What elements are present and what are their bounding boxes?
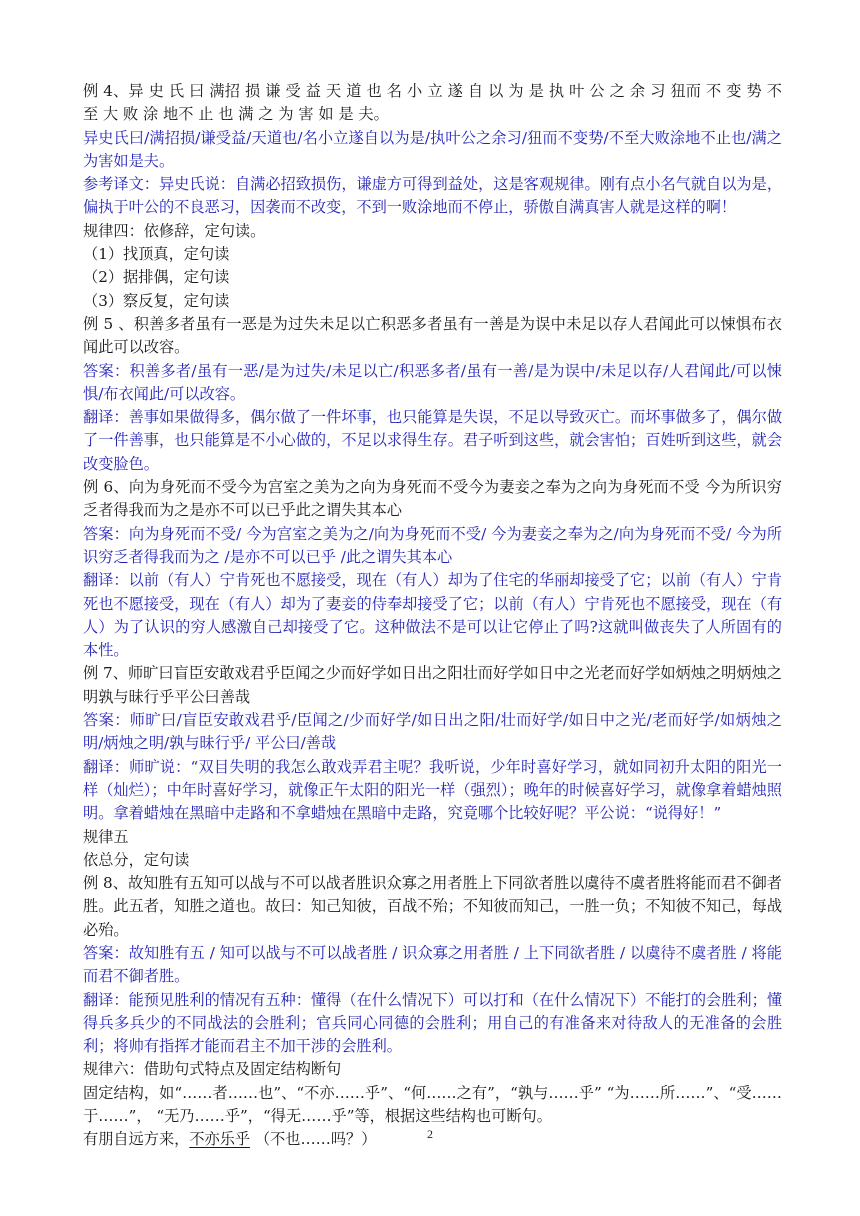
sentence-lead: 有朋自远方来，	[83, 1130, 190, 1149]
answer-paragraph: 答案：故知胜有五 / 知可以战与不可以战者胜 / 识众寡之用者胜 / 上下同欲者胜 / 以虞待不虞者胜 / 将能而君不御者胜。	[83, 943, 782, 986]
answer-paragraph: 答案：积善多者/虽有一恶/是为过失/未足以亡/积恶多者/虽有一善/是为误中/未足以存/人君闻此/可以悚惧/布衣闻此/可以改容。	[83, 361, 782, 403]
text-paragraph: （2）据排偶，定句读	[83, 268, 230, 287]
underlined-phrase: 不亦乐乎	[189, 1130, 251, 1149]
text-paragraph: 例 7、师旷曰盲臣安敢戏君乎臣闻之少而好学如日出之阳壮而好学如日中之光老而好学如炳烛之明炳烛之明孰与昧行乎平公曰善哉	[83, 664, 782, 706]
answer-paragraph: 翻译：以前（有人）宁肯死也不愿接受，现在（有人）却为了住宅的华丽却接受了它；以前（有人）宁肯死也不愿接受，现在（有人）却为了妻妾的侍奉却接受了它；以前（有人）宁肯死也不愿接受，现在（有人）为了认识的穷人感激自己却接受了它。这种做法不是可以让它停止了吗?这就叫做丧失了人所固有的本性。	[83, 571, 782, 660]
text-paragraph: 规律四：依修辞，定句读。	[83, 221, 266, 240]
text-paragraph: （3）察反复，定句读	[83, 291, 230, 310]
answer-paragraph: 答案：师旷曰/盲臣安敢戏君乎/臣闻之/少而好学/如日出之阳/壮而好学/如日中之光/老而好学/如炳烛之明/炳烛之明/孰与昧行乎/ 平公曰/善哉	[83, 711, 782, 753]
answer-paragraph: 翻译：能预见胜利的情况有五种：懂得（在什么情况下）可以打和（在什么情况下）不能打的会胜利；懂得兵多兵少的不同战法的会胜利；官兵同心同德的会胜利；用自己的有准备来对待敌人的无准备的会胜利；将帅有指挥才能而君主不加干涉的会胜利。	[83, 990, 782, 1056]
text-paragraph: 固定结构，如“……者……也”、“不亦……乎”、“何……之有”，“孰与……乎” “为……所……”、“受……于……”， “无乃……乎”，“得无……乎”等，根据这些结构也可断句。	[83, 1083, 782, 1126]
text-paragraph: 例 4、异 史 氏 曰 满招 损 谦 受 益 天 道 也 名 小 立 遂 自 以 为 是 执 叶 公 之 余 习 狃而 不 变 势 不 至 大 败 涂 地不 止 也 满 之 为 害 如 是 夫。	[83, 82, 782, 124]
answer-paragraph: 翻译：师旷说：“双目失明的我怎么敢戏弄君主呢？我听说，少年时喜好学习，就如同初升太阳的阳光一样（灿烂）；中年时喜好学习，就像正午太阳的阳光一样（强烈）；晚年的时候喜好学习，就像拿着蜡烛照明。拿着蜡烛在黑暗中走路和不拿蜡烛在黑暗中走路，究竟哪个比较好呢？平公说：“说得好！”	[83, 757, 782, 823]
text-paragraph: 规律五	[83, 827, 129, 846]
answer-paragraph: 异史氏曰/满招损/谦受益/天道也/名小立遂自以为是/执叶公之余习/狃而不变势/不至大败涂地不止也/满之为害如是夫。	[83, 128, 782, 170]
text-paragraph: 例 8、故知胜有五知可以战与不可以战者胜识众寡之用者胜上下同欲者胜以虞待不虞者胜将能而君不御者胜。此五者，知胜之道也。故曰：知己知彼，百战不殆；不知彼而知己，一胜一负；不知彼不知己，每战必殆。	[83, 874, 782, 939]
text-paragraph: 例 5 、积善多者虽有一恶是为过失未足以亡积恶多者虽有一善是为误中未足以存人君闻此可以悚惧布衣闻此可以改容。	[83, 314, 782, 357]
answer-paragraph: 参考译文：异史氏说：自满必招致损伤，谦虚方可得到益处，这是客观规律。刚有点小名气就自以为是，偏执于叶公的不良恶习，因袭而不改变，不到一败涂地而不停止，骄傲自满真害人就是这样的啊！	[83, 175, 782, 217]
document-body	[83, 80, 782, 1128]
page-number: 2	[427, 1127, 433, 1141]
text-paragraph: 例 6、向为身死而不受今为宫室之美为之向为身死而不受今为妻妾之奉为之向为身死而不受 今为所识穷乏者得我而为之是亦不可以已乎此之谓失其本心	[83, 478, 782, 520]
text-paragraph: 规律六：借助句式特点及固定结构断句	[83, 1060, 342, 1079]
text-paragraph: （1）找顶真，定句读	[83, 245, 230, 264]
answer-paragraph: 答案：向为身死而不受/ 今为宫室之美为之/向为身死而不受/ 今为妻妾之奉为之/向为身死而不受/ 今为所识穷乏者得我而为之 /是亦不可以已乎 /此之谓失其本心	[83, 524, 782, 566]
text-paragraph: 依总分，定句读	[83, 850, 190, 869]
sentence-gloss: （不也……吗？）	[254, 1130, 377, 1149]
answer-paragraph: 翻译：善事如果做得多，偶尔做了一件坏事，也只能算是失误，不足以导致灭亡。而坏事做多了，偶尔做了一件善事，也只能算是不小心做的，不足以求得生存。君子听到这些，就会害怕；百姓听到这些，就会改变脸色。	[83, 408, 782, 473]
